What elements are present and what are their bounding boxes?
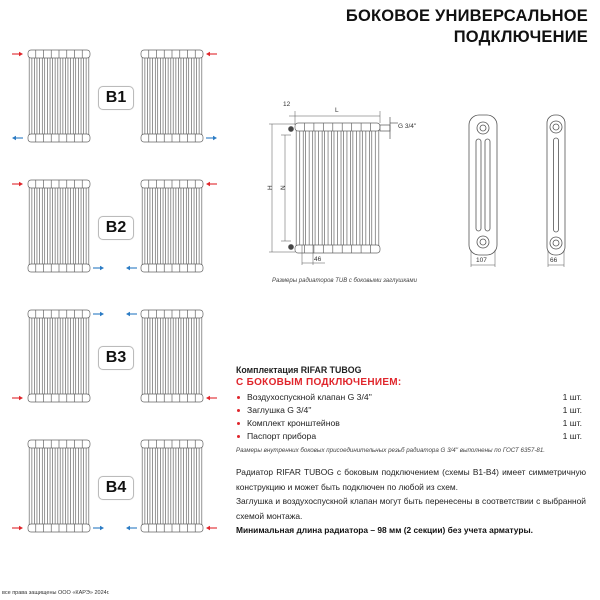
bullet-icon [237, 435, 240, 438]
return-arrow-icon [93, 312, 104, 317]
dimension-drawing [255, 95, 600, 280]
dim-46: 46 [314, 256, 322, 263]
list-item [236, 417, 586, 430]
copyright: все права защищены ООО «КАРЭ» 2024г. [2, 590, 110, 596]
return-arrow-icon [126, 526, 137, 531]
scheme-label-b2: B2 [98, 216, 134, 240]
supply-arrow-icon [206, 396, 217, 401]
item-name: Заглушка G 3/4'' [247, 405, 312, 415]
return-arrow-icon [93, 266, 104, 271]
bullet-icon [237, 409, 240, 412]
title-line-1: БОКОВОЕ УНИВЕРСАЛЬНОЕ [345, 7, 588, 25]
bullet-icon [237, 422, 240, 425]
radiator-icon [295, 123, 380, 253]
radiator-icon [141, 50, 203, 142]
kit-title: Комплектация RIFAR TUBOG [236, 365, 362, 375]
dim-107: 107 [476, 257, 487, 264]
dim-n: N [280, 185, 287, 190]
title-line-2: ПОДКЛЮЧЕНИЕ [453, 28, 588, 46]
item-qty: 1 шт. [562, 405, 582, 415]
radiator-icon [28, 310, 90, 402]
kit-section [236, 365, 586, 454]
side-view-107 [469, 115, 497, 255]
return-arrow-icon [12, 136, 23, 141]
dim-l: L [335, 107, 339, 114]
description [236, 465, 586, 538]
scheme-label-b3: B3 [98, 346, 134, 370]
item-name: Воздухоспускной клапан G 3/4'' [247, 392, 372, 402]
dim-thread: G 3/4'' [398, 123, 417, 130]
radiator-icon [141, 180, 203, 272]
return-arrow-icon [126, 312, 137, 317]
dim-12: 12 [283, 101, 291, 108]
kit-heading: С БОКОВЫМ ПОДКЛЮЧЕНИЕМ: [236, 377, 402, 388]
item-qty: 1 шт. [562, 392, 582, 402]
supply-arrow-icon [12, 182, 23, 187]
radiator-icon [28, 440, 90, 532]
list-item [236, 430, 586, 443]
return-arrow-icon [93, 526, 104, 531]
description-p1: Радиатор RIFAR TUBOG с боковым подключением (схемы B1-B4) имеет симметричную конструкцию и может быть подключен по любой из схем. [236, 467, 586, 492]
radiator-icon [141, 440, 203, 532]
item-name: Комплект кронштейнов [247, 418, 340, 428]
item-name: Паспорт прибора [247, 431, 317, 441]
list-item [236, 404, 586, 417]
page-title [346, 6, 588, 48]
list-item [236, 391, 586, 404]
scheme-label-b4: B4 [98, 476, 134, 500]
radiator-icon [141, 310, 203, 402]
kit-list [236, 391, 586, 443]
item-qty: 1 шт. [562, 418, 582, 428]
dim-66: 66 [550, 257, 558, 264]
supply-arrow-icon [206, 182, 217, 187]
item-qty: 1 шт. [562, 431, 582, 441]
description-p3: Минимальная длина радиатора – 98 мм (2 секции) без учета арматуры. [236, 525, 533, 535]
return-arrow-icon [206, 136, 217, 141]
bullet-icon [237, 396, 240, 399]
supply-arrow-icon [12, 526, 23, 531]
drawing-caption: Размеры радиаторов TUB с боковыми заглушками [272, 278, 417, 284]
radiator-icon [28, 180, 90, 272]
supply-arrow-icon [206, 526, 217, 531]
description-p2: Заглушка и воздухоспускной клапан могут быть перенесены в соответствии с выбранной схемой монтажа. [236, 496, 586, 521]
kit-note: Размеры внутренних боковых присоединительных резьб радиатора G 3/4'' выполнены по ГОСТ 6357-81. [236, 447, 545, 454]
supply-arrow-icon [12, 52, 23, 57]
side-view-66 [547, 115, 565, 255]
radiator-icon [28, 50, 90, 142]
return-arrow-icon [126, 266, 137, 271]
scheme-label-b1: B1 [98, 86, 134, 110]
supply-arrow-icon [12, 396, 23, 401]
supply-arrow-icon [206, 52, 217, 57]
dim-h: H [267, 185, 274, 190]
